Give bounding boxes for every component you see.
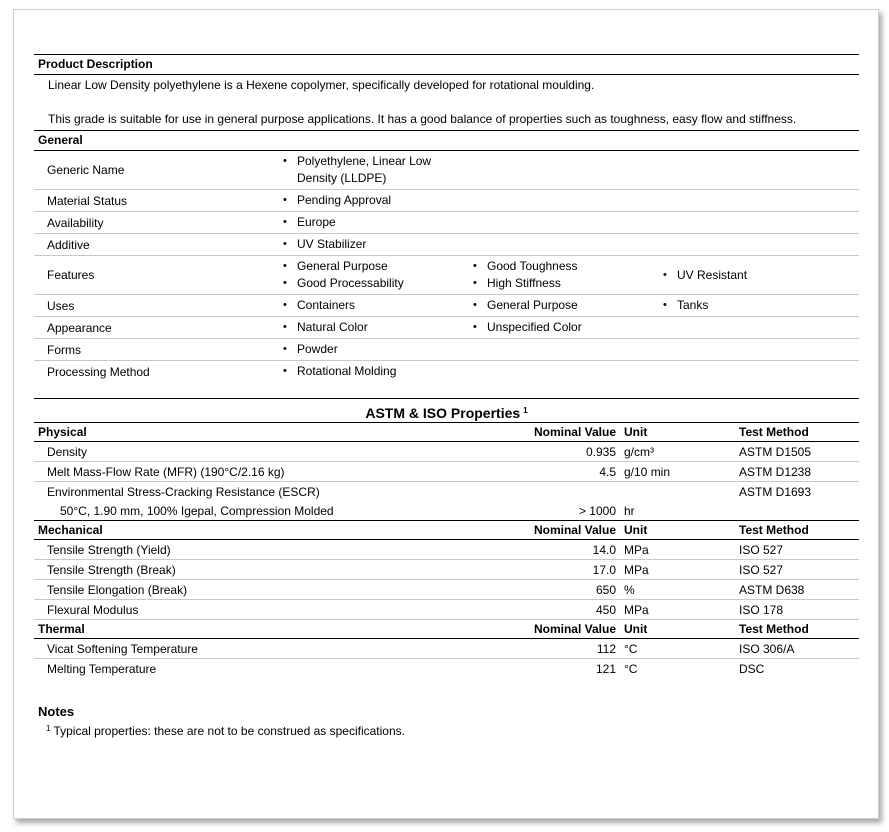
- test-method: ASTM D1505: [739, 442, 859, 462]
- bullet-value: • Powder: [283, 341, 473, 358]
- column-header-nominal: Nominal Value: [530, 423, 620, 442]
- nominal-value: 650: [530, 580, 620, 600]
- section-header-row: [34, 620, 859, 639]
- unit: MPa: [620, 560, 739, 580]
- test-method: ISO 527: [739, 560, 859, 580]
- general-row: [34, 339, 859, 361]
- bullet-value: • Natural Color: [283, 319, 473, 336]
- nominal-value: 17.0: [530, 560, 620, 580]
- column-header-nominal: Nominal Value: [530, 620, 620, 639]
- column-header-test-method: Test Method: [739, 521, 859, 540]
- bullet-value: • Rotational Molding: [283, 363, 473, 380]
- property-row: [34, 482, 859, 502]
- test-method: ASTM D638: [739, 580, 859, 600]
- general-row: [34, 151, 859, 190]
- product-description-heading: Product Description: [34, 54, 859, 75]
- bullet-value: • Pending Approval: [283, 192, 473, 209]
- general-row-name: Processing Method: [47, 364, 150, 379]
- properties-table: [34, 422, 859, 678]
- notes-text: [34, 724, 859, 738]
- column-header-test-method: Test Method: [739, 620, 859, 639]
- property-name: Density: [34, 442, 530, 462]
- value-column: [283, 214, 473, 231]
- value-column: [663, 297, 853, 314]
- property-row: [34, 659, 859, 679]
- nominal-value: 450: [530, 600, 620, 620]
- value-column: [283, 258, 473, 292]
- property-name: Tensile Strength (Yield): [34, 540, 530, 560]
- property-row: [34, 501, 859, 521]
- value-column: [283, 192, 473, 209]
- test-method: ISO 527: [739, 540, 859, 560]
- property-name: Melt Mass-Flow Rate (MFR) (190°C/2.16 kg): [34, 462, 530, 482]
- property-row: [34, 580, 859, 600]
- value-column: [283, 297, 473, 314]
- test-method: ASTM D1238: [739, 462, 859, 482]
- footnote-marker: 1: [46, 724, 51, 733]
- bullet-value: • High Stiffness: [473, 275, 663, 292]
- column-header-unit: Unit: [620, 423, 739, 442]
- bullet-value: • Containers: [283, 297, 473, 314]
- general-row-values: [283, 339, 859, 360]
- datasheet-content: [34, 54, 859, 738]
- general-row-name: Features: [47, 268, 95, 282]
- general-row-name: Availability: [47, 215, 104, 230]
- unit: °C: [624, 661, 638, 676]
- unit: MPa: [620, 600, 739, 620]
- section-name: Thermal: [34, 620, 530, 639]
- bullet-value: • UV Stabilizer: [283, 236, 473, 253]
- value-column: [473, 297, 663, 314]
- property-name: Environmental Stress-Cracking Resistance (ESCR): [47, 484, 320, 499]
- footnote-marker: 1: [523, 406, 528, 415]
- bullet-value: • Unspecified Color: [473, 319, 663, 336]
- property-name: Flexural Modulus: [34, 600, 530, 620]
- bullet-value: • Polyethylene, Linear Low Density (LLDPE): [283, 153, 473, 187]
- unit: g/cm³: [620, 442, 739, 462]
- product-description: [34, 75, 859, 130]
- general-row: [34, 295, 859, 317]
- description-paragraph: Linear Low Density polyethylene is a Hexene copolymer, specifically developed for rotational moulding.: [48, 78, 595, 92]
- property-row: [34, 540, 859, 560]
- bullet-value: • General Purpose: [473, 297, 663, 314]
- column-header-unit: Unit: [620, 620, 739, 639]
- section-name: Mechanical: [34, 521, 530, 540]
- column-header-nominal: Nominal Value: [530, 521, 620, 540]
- test-method: ASTM D1693: [739, 484, 812, 499]
- test-method: ISO 178: [739, 600, 859, 620]
- general-row-name: Additive: [47, 237, 90, 252]
- property-name: Tensile Elongation (Break): [34, 580, 530, 600]
- nominal-value: 121: [595, 661, 616, 676]
- property-row: [34, 560, 859, 580]
- unit: %: [620, 580, 739, 600]
- bullet-value: • Good Processability: [283, 275, 473, 292]
- value-column: [283, 341, 473, 358]
- bullet-value: • UV Resistant: [663, 267, 853, 284]
- bullet-value: • Good Toughness: [473, 258, 663, 275]
- value-column: [283, 236, 473, 253]
- unit: hr: [624, 503, 635, 518]
- unit: °C: [620, 639, 739, 659]
- property-row: [34, 442, 859, 462]
- general-row-values: [283, 361, 859, 382]
- nominal-value: 4.5: [530, 462, 620, 482]
- value-column: [283, 363, 473, 380]
- property-row: [34, 462, 859, 482]
- test-method: ISO 306/A: [739, 639, 859, 659]
- general-row: [34, 234, 859, 256]
- bullet-value: • Tanks: [663, 297, 853, 314]
- column-header-test-method: Test Method: [739, 423, 859, 442]
- general-row: [34, 190, 859, 212]
- general-row-name: Uses: [47, 298, 75, 313]
- general-row-values: [283, 151, 859, 189]
- general-row-values: [283, 317, 859, 338]
- general-row-name: Forms: [47, 342, 81, 357]
- value-column: [283, 319, 473, 336]
- nominal-value: 14.0: [530, 540, 620, 560]
- test-method: DSC: [739, 661, 765, 676]
- value-column: [473, 258, 663, 292]
- unit: MPa: [620, 540, 739, 560]
- property-row: [34, 600, 859, 620]
- property-row: [34, 639, 859, 659]
- value-column: [283, 153, 473, 187]
- astm-iso-title: [34, 398, 859, 422]
- general-row: [34, 361, 859, 382]
- nominal-value: 0.935: [530, 442, 620, 462]
- general-row: [34, 256, 859, 295]
- nominal-value: [530, 482, 620, 502]
- notes-heading: Notes: [38, 704, 75, 719]
- bullet-value: • General Purpose: [283, 258, 473, 275]
- value-column: [663, 267, 853, 284]
- general-row-values: [283, 212, 859, 233]
- section-header-row: [34, 423, 859, 442]
- section-header-row: [34, 521, 859, 540]
- general-row: [34, 317, 859, 339]
- general-row-name: Material Status: [47, 193, 128, 208]
- general-row: [34, 212, 859, 234]
- bullet-value: • Europe: [283, 214, 473, 231]
- column-header-unit: Unit: [620, 521, 739, 540]
- property-name: Vicat Softening Temperature: [34, 639, 530, 659]
- property-name: 50°C, 1.90 mm, 100% Igepal, Compression Molded: [60, 503, 334, 518]
- value-column: [473, 319, 663, 336]
- property-name: Tensile Strength (Break): [34, 560, 530, 580]
- astm-iso-title-text: ASTM & ISO Properties: [365, 405, 521, 421]
- general-row-values: [283, 256, 859, 294]
- general-row-name: Appearance: [47, 320, 112, 335]
- unit: g/10 min: [620, 462, 739, 482]
- general-table: [34, 151, 859, 382]
- nominal-value: 112: [530, 639, 620, 659]
- footnote-text: Typical properties: these are not to be construed as specifications.: [53, 724, 405, 738]
- description-paragraph: This grade is suitable for use in general purpose applications. It has a good balance of properties such as toughness, easy flow and stiffness.: [48, 112, 797, 126]
- nominal-value: > 1000: [578, 503, 616, 518]
- general-heading: General: [34, 130, 859, 151]
- general-row-name: Generic Name: [47, 163, 125, 177]
- datasheet-page: [13, 9, 879, 819]
- general-row-values: [283, 190, 859, 211]
- section-name: Physical: [34, 423, 530, 442]
- general-row-values: [283, 234, 859, 255]
- unit: [620, 482, 739, 502]
- test-method: [739, 501, 859, 521]
- property-name: Melting Temperature: [47, 661, 157, 676]
- general-row-values: [283, 295, 859, 316]
